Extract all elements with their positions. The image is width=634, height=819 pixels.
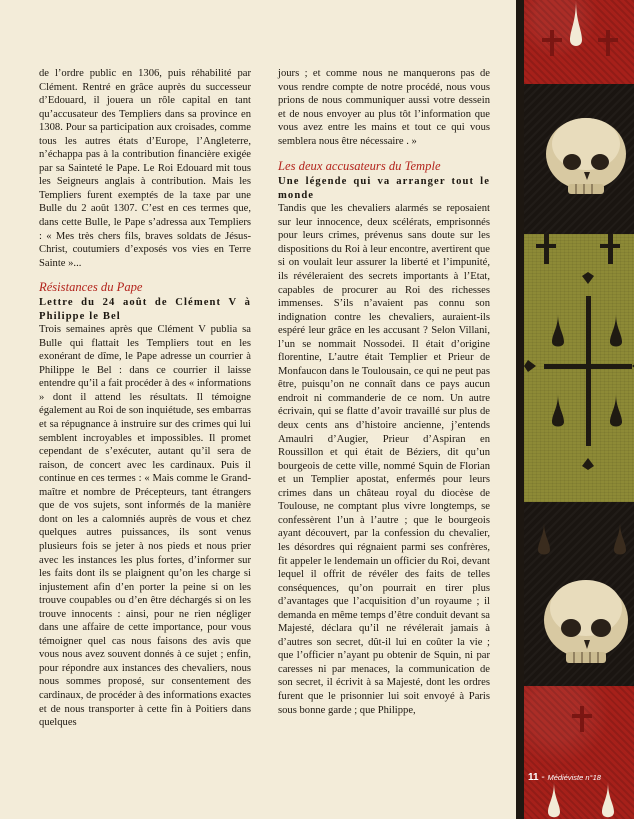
red-panel-top bbox=[524, 0, 634, 84]
red-panel-bottom bbox=[524, 686, 634, 819]
page-number: 11 bbox=[528, 772, 539, 783]
left-intro-paragraph: de l’ordre public en 1306, puis réhabilité par Clément. Rentré en grâce auprès du successeur d’Edouard, il jouera un rôle capital en tant qu’accusateur des Templiers dans sa province en 1308. Pour sa participation aux croisades, comme tous les autres états d’Europe, l’Angleterre, n’échappa pas à la contribution financière exigée par sa Sainteté le Pape. Le Roi Edouard mit tous les Seigneurs anglais à contribution. Mais les Templiers furent exemptés de la taxe par une Bulle du 2 août 1307. C’est en ces termes que, dans cette Bulle, le Pape s’adressa aux Templiers : « Mes très chers fils, braves soldats de Jésus-Christ, coutumiers d’exposés vos vies en Terre Sainte »... bbox=[39, 68, 251, 269]
tears-icon bbox=[524, 686, 634, 819]
skull-panel-lower bbox=[524, 502, 634, 686]
cross-with-tears-icon bbox=[524, 234, 634, 502]
right-body-paragraph: Tandis que les chevaliers alarmés se reposaient sur leur innocence, deux scélérats, emprisonnés pour leurs crimes, prévenus sans doute sur les dispositions du Roi à leur encontre, avertirent que si on voulait leur assurer la liberté et l’impunité, ils révéleraient des secrets importants à l’Etat, capables de procurer au Roi des richesses immenses. S’ils n’avaient pas connu son indignation contre les chevaliers, auraient-ils espéré leur grâce en les accusant ? Selon Villani, l’un se nommait Nossodei. Il était d’origine florentine, L’autre était Templier et Prieur de Monfaucon dans le Toulousain, ce qui ne peut pas être, puisqu’on ne connaît dans ce pays aucun endroit ni commanderie de ce nom. Un autre écrivain, qui se flatte d’avoir travaillé sur plus de deux cents ans d’histoire ancienne, j’entends Amaulri d’Augier, Prieur d’Aspiran en Roussillon et qui était de Béziers, dit qu’un bourgeois de cette ville, nommé Squin de Florian et un Templier apostat, enfermés pour leurs crimes dans un château royal du diocèse de Toulouse, ne comptant plus vivre longtemps, se confessèrent l’un à l’autre ; que le bourgeois ayant découvert, par la confession du chevalier, les désordres qui régnaient parmi ses confrères, fit appeler le lendemain un officier du Roi, devant lequel il offrit de révéler des faits de telles conséquences, qu’on pourrait en tirer plus d’avantages que l’acquisition d’un royaume ; il demanda en même temps d’être conduit devant sa Majesté, déclara qu’il ne révélerait jamais à d’autres son secret, dût-il lui en coûter la vie ; que l’officier n’ayant pu obtenir de Squin, ni par caresses ni par menaces, la communication de son secret, il écrivit à sa Majesté, dont les ordres furent que le prisonnier lui soit envoyé à Paris sous bonne garde ; que Philippe, bbox=[278, 203, 490, 716]
section-subtitle-lettre: Lettre du 24 août de Clément V à Philippe le Bel bbox=[39, 297, 251, 322]
decorative-band bbox=[516, 0, 634, 819]
footer-separator: - bbox=[538, 772, 548, 783]
left-column bbox=[39, 67, 251, 730]
section-subtitle-legende: Une légende qui va arranger tout le monde bbox=[278, 176, 490, 201]
page-footer bbox=[528, 771, 601, 785]
left-body-paragraph: Trois semaines après que Clément V publia sa Bulle qui flattait les Templiers tout en les exonérant de dîme, le Pape adresse un courrier à Philippe le Bel : dans ce courrier il laisse entendre qu’il a fait procéder à des « informations » dont il attend les résultats. Il témoigne également au Roi de son inquiétude, ses embarras et sa répugnance à instruire sur des crimes qui lui semblent incroyables et impossibles. Il promet cependant de s’exécuter, autant qu’il sera de raison, de concert avec les cardinaux. Puis il continue en ces termes : « Mais comme le Grand-maître et nombre de Précepteurs, tant étrangers que de vos sujets, sont informés de la manière dont on les a calomniés auprès de vous et chez quelques autres puissances, ils sont venus plusieurs fois se jeter à nos pieds et nous prier avec les instances les plus fortes, d’informer sur les faits dont ils se plaignent qu’on les charge si injustement afin d’en porter la peine si on les trouve coupables ou d’en être déchargés si on les trouve innocents : ainsi, pour ne rien négliger dans une affaire de cette importance, pour vous témoigner quel cas nous faisons des avis que vous nous avez souvent donnés à ce sujet ; enfin, pour répondre aux instances des chevaliers, nous nous sommes proposé, sur consentement des cardinaux, de procéder à des informations exactes et de nous transporter à cette fin à Poitiers dans quelques bbox=[39, 324, 251, 729]
skull-icon bbox=[524, 84, 634, 234]
right-intro-paragraph: jours ; et comme nous ne manquerons pas de vous rendre compte de notre procédé, nous vous prions de nous communiquer aussi votre dessein et de nous envoyer au plus tôt l’information que vous avez entre les mains et tout ce qui vous semblera nous être nécessaire . » bbox=[278, 68, 490, 147]
magazine-name: Médiéviste n°18 bbox=[547, 773, 601, 782]
skull-icon-lower bbox=[524, 502, 634, 686]
section-title-resistances: Résistances du Pape bbox=[39, 280, 143, 295]
right-column bbox=[278, 67, 490, 717]
olive-panel bbox=[524, 234, 634, 502]
section-title-accusateurs: Les deux accusateurs du Temple bbox=[278, 159, 441, 174]
skull-panel-upper bbox=[524, 84, 634, 234]
tears-crosses-icon bbox=[524, 0, 634, 84]
